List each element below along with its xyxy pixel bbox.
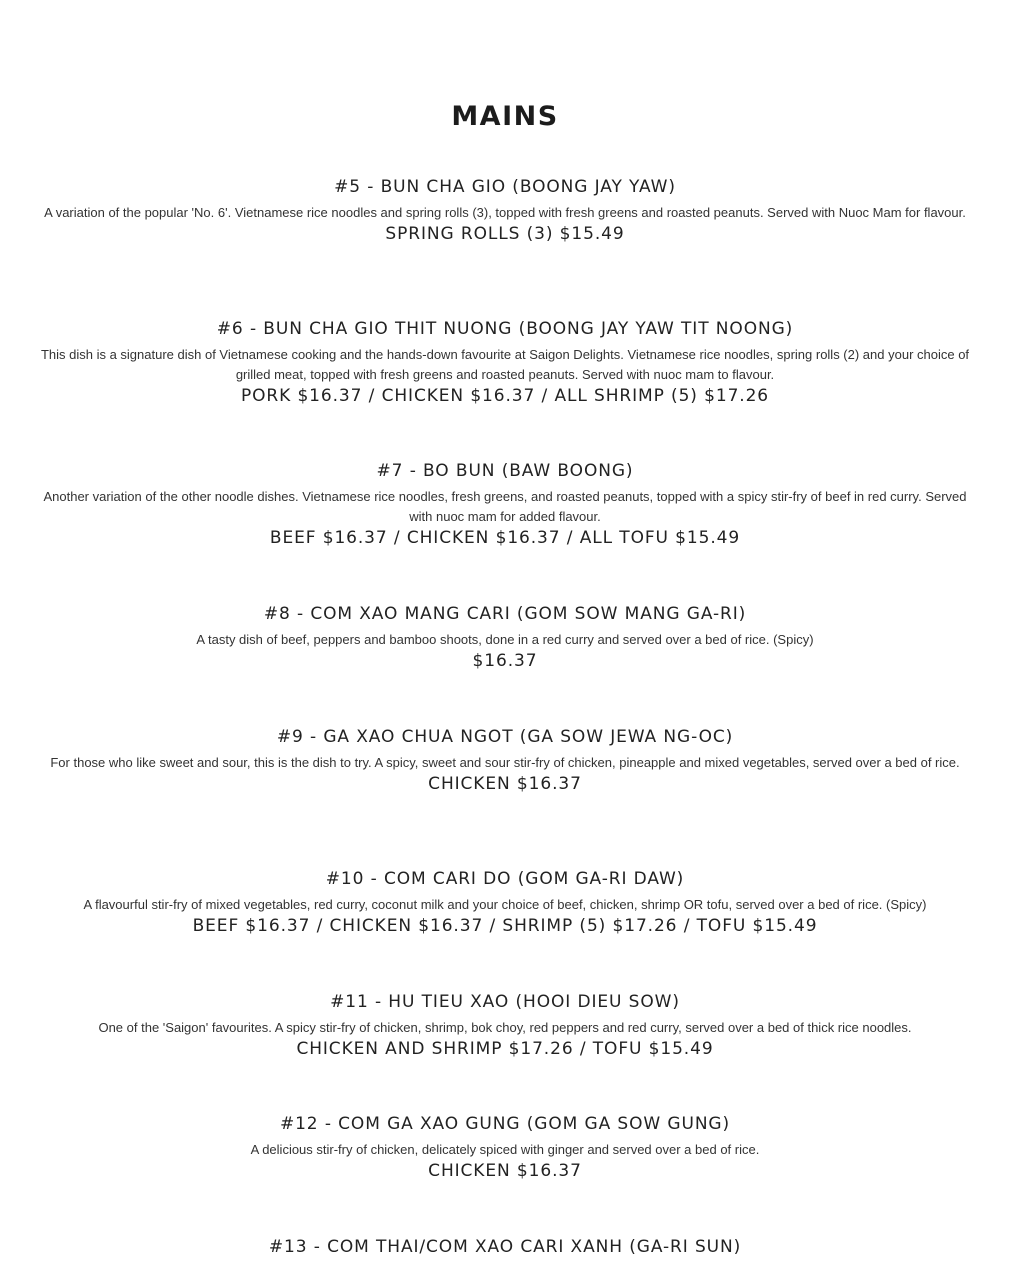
item-description: A delicious stir-fry of chicken, delicately spiced with ginger and served over a bed of rice. xyxy=(250,1142,760,1157)
item-name: #7 - BO BUN (BAW BOONG) xyxy=(376,461,634,481)
item-name: #9 - GA XAO CHUA NGOT (GA SOW JEWA NG-OC) xyxy=(276,727,734,747)
section-title: MAINS xyxy=(451,101,559,132)
item-price: SPRING ROLLS (3) $15.49 xyxy=(385,224,625,244)
item-description: This dish is a signature dish of Vietnamese cooking and the hands-down favourite at Saigon Delights. Vietnamese rice noodles, spring rolls (2) and your choice of grilled meat, topped with fresh greens and roasted peanuts. Served with nuoc mam to flavour. xyxy=(40,347,970,382)
item-name: #13 - COM THAI/COM XAO CARI XANH (GA-RI SUN) xyxy=(268,1237,742,1257)
menu-item-13 xyxy=(30,1236,980,1258)
menu-item-12 xyxy=(30,1113,980,1182)
item-description: Another variation of the other noodle dishes. Vietnamese rice noodles, fresh greens, and roasted peanuts, topped with a spicy stir-fry of beef in red curry. Served with nuoc mam for added flavour. xyxy=(43,489,967,524)
item-description: A tasty dish of beef, peppers and bamboo shoots, done in a red curry and served over a bed of rice. (Spicy) xyxy=(196,632,814,647)
menu-item-6 xyxy=(30,318,980,407)
menu-item-10 xyxy=(30,868,980,937)
item-name: #6 - BUN CHA GIO THIT NUONG (BOONG JAY YAW TIT NOONG) xyxy=(216,319,794,339)
menu-item-9 xyxy=(30,726,980,795)
item-price: CHICKEN $16.37 xyxy=(428,1161,582,1181)
menu-item-8 xyxy=(30,603,980,672)
item-price: CHICKEN $16.37 xyxy=(428,774,582,794)
item-price: CHICKEN AND SHRIMP $17.26 / TOFU $15.49 xyxy=(296,1039,714,1059)
item-name: #5 - BUN CHA GIO (BOONG JAY YAW) xyxy=(334,177,676,197)
item-name: #8 - COM XAO MANG CARI (GOM SOW MANG GA-RI) xyxy=(263,604,747,624)
menu-item-11 xyxy=(30,991,980,1060)
menu-item-5 xyxy=(30,176,980,245)
item-description: A flavourful stir-fry of mixed vegetables, red curry, coconut milk and your choice of beef, chicken, shrimp OR tofu, served over a bed of rice. (Spicy) xyxy=(83,897,927,912)
item-price: BEEF $16.37 / CHICKEN $16.37 / ALL TOFU $15.49 xyxy=(269,528,741,548)
item-description: A variation of the popular 'No. 6'. Vietnamese rice noodles and spring rolls (3), topped with fresh greens and roasted peanuts. Served with Nuoc Mam for flavour. xyxy=(44,205,966,220)
item-price: $16.37 xyxy=(472,651,538,671)
item-price: BEEF $16.37 / CHICKEN $16.37 / SHRIMP (5) $17.26 / TOFU $15.49 xyxy=(192,916,818,936)
item-price: PORK $16.37 / CHICKEN $16.37 / ALL SHRIMP (5) $17.26 xyxy=(240,386,770,406)
item-name: #10 - COM CARI DO (GOM GA-RI DAW) xyxy=(325,869,685,889)
item-description: One of the 'Saigon' favourites. A spicy stir-fry of chicken, shrimp, bok choy, red peppers and red curry, served over a bed of thick rice noodles. xyxy=(98,1020,912,1035)
item-description: For those who like sweet and sour, this is the dish to try. A spicy, sweet and sour stir-fry of chicken, pineapple and mixed vegetables, served over a bed of rice. xyxy=(50,755,960,770)
item-name: #11 - HU TIEU XAO (HOOI DIEU SOW) xyxy=(330,992,680,1012)
item-name: #12 - COM GA XAO GUNG (GOM GA SOW GUNG) xyxy=(279,1114,731,1134)
menu-item-7 xyxy=(30,460,980,549)
